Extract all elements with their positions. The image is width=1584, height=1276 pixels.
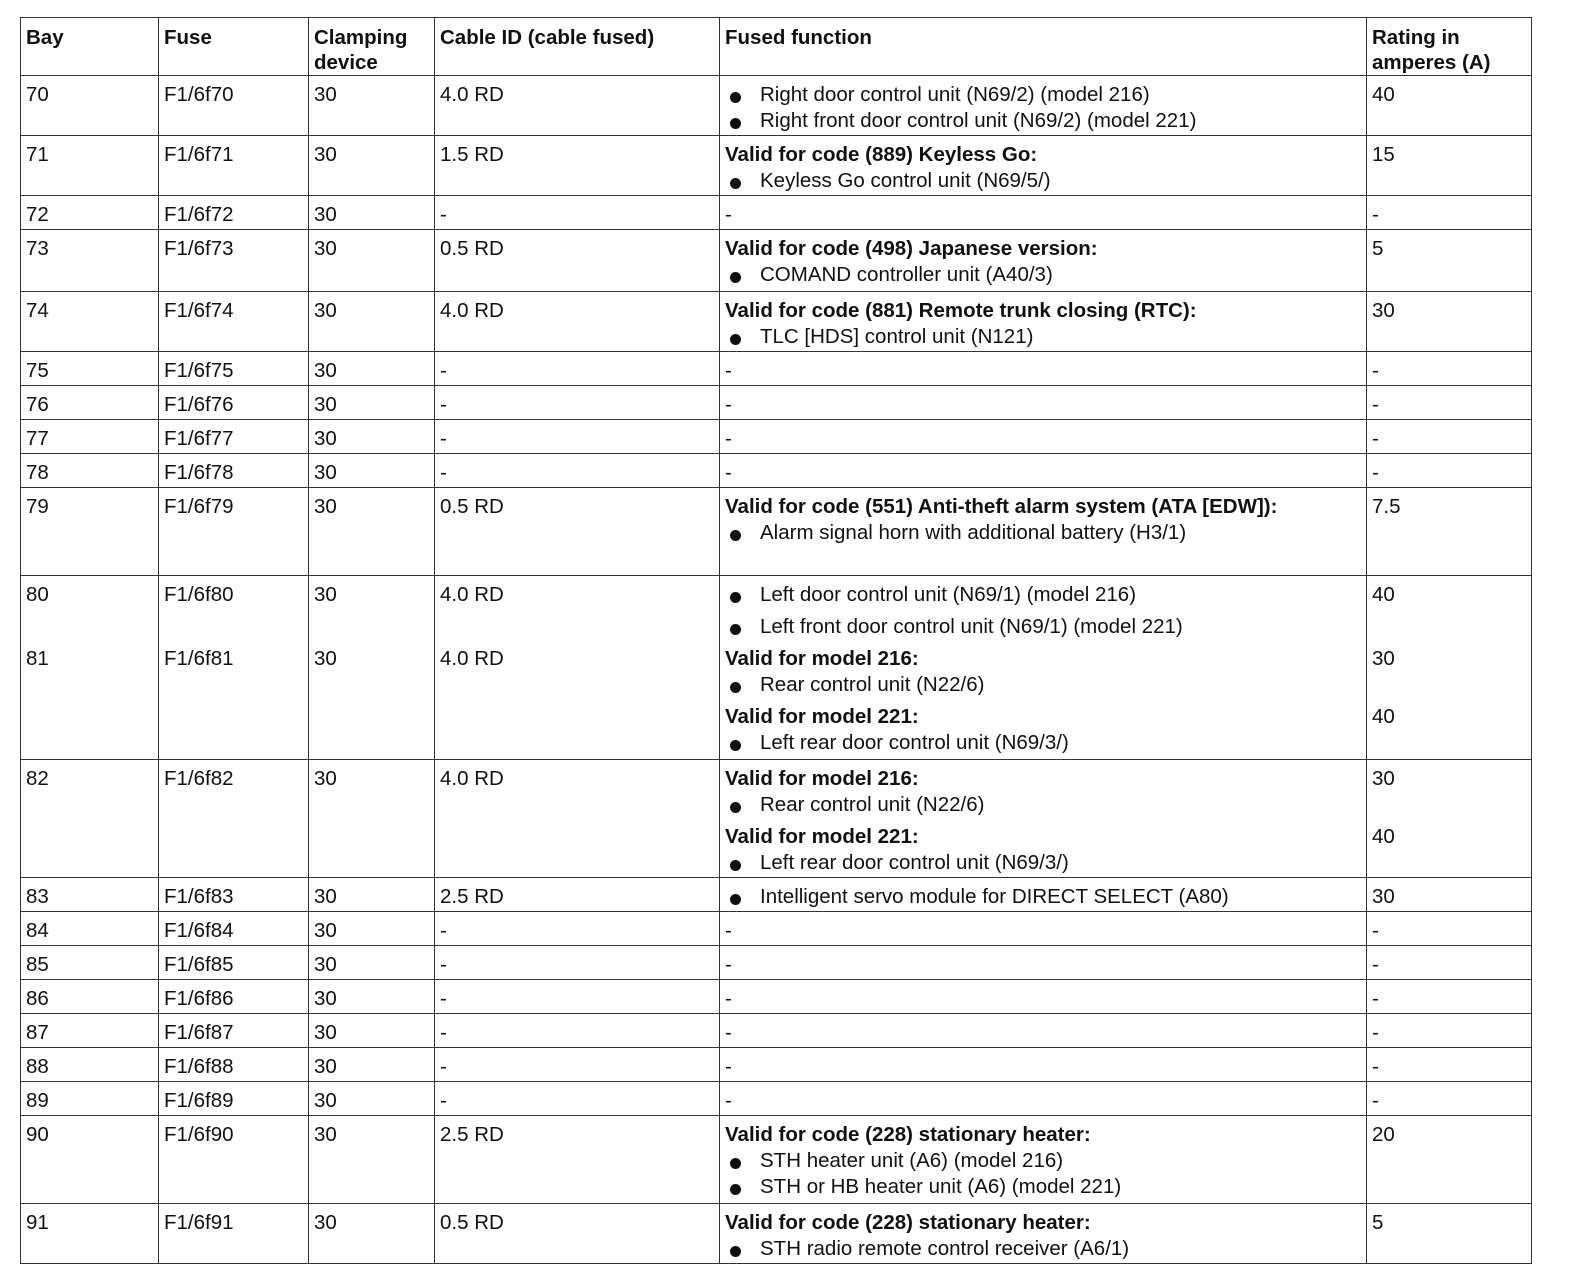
function-validity-heading: Valid for code (228) stationary heater: — [725, 1211, 1091, 1234]
cell-cable-id: 2.5 RD — [435, 878, 720, 912]
cell-cable-id: - — [435, 980, 720, 1014]
function-text: - — [725, 1055, 732, 1078]
header-clamping-device: Clamping device — [309, 18, 435, 76]
cell-cable-id: 2.5 RD — [435, 1116, 720, 1204]
cell-clamping-device: 30 — [309, 454, 435, 488]
table-row — [21, 292, 1532, 352]
table-row — [21, 912, 1532, 946]
cell-bay: 79 — [21, 488, 159, 576]
cell-rating — [1367, 230, 1532, 292]
cell-bay: 75 — [21, 352, 159, 386]
cell-fuse: F1/6f75 — [159, 352, 309, 386]
rating-value: 30 — [1372, 885, 1395, 908]
rating-value: 40 — [1372, 825, 1395, 848]
rating-value: - — [1372, 1089, 1379, 1112]
cell-fuse: F1/6f87 — [159, 1014, 309, 1048]
function-bullet-item: Intelligent servo module for DIRECT SELECT (A80) — [725, 884, 1362, 910]
cell-bay: 72 — [21, 196, 159, 230]
cell-fuse: F1/6f78 — [159, 454, 309, 488]
rating-value: - — [1372, 203, 1379, 226]
cell-bay: 78 — [21, 454, 159, 488]
cell-fused-function — [720, 488, 1367, 576]
cell-clamping-device: 30 — [309, 1116, 435, 1204]
function-bullet-item: Left rear door control unit (N69/3/) — [725, 730, 1362, 756]
rating-value — [1372, 672, 1527, 698]
cell-cable-id: 4.0 RD — [435, 760, 720, 878]
rating-value: 40 — [1372, 583, 1395, 606]
cell-bay: 86 — [21, 980, 159, 1014]
cell-clamping-device: 30 — [309, 230, 435, 292]
table-row — [21, 980, 1532, 1014]
function-validity-heading: Valid for code (228) stationary heater: — [725, 1123, 1091, 1146]
cell-cable-id: 1.5 RD — [435, 136, 720, 196]
rating-value: 40 — [1372, 705, 1395, 728]
function-text: - — [725, 987, 732, 1010]
rating-value: - — [1372, 919, 1379, 942]
header-fused-function: Fused function — [720, 18, 1367, 76]
cell-bay: 89 — [21, 1082, 159, 1116]
cell-cable-id: - — [435, 420, 720, 454]
function-text: - — [725, 1089, 732, 1112]
function-bullet-item: Right door control unit (N69/2) (model 216) — [725, 82, 1362, 108]
cell-rating — [1367, 454, 1532, 488]
cell-clamping-device: 30 — [309, 980, 435, 1014]
cell-bay: 73 — [21, 230, 159, 292]
cell-rating — [1367, 642, 1532, 760]
table-row — [21, 136, 1532, 196]
cell-cable-id: 4.0 RD — [435, 76, 720, 136]
function-bullet-item: Rear control unit (N22/6) — [725, 672, 1362, 698]
cell-fused-function — [720, 912, 1367, 946]
rating-value: 30 — [1372, 647, 1395, 670]
function-validity-heading: Valid for code (881) Remote trunk closing (RTC): — [725, 299, 1197, 322]
cell-bay: 88 — [21, 1048, 159, 1082]
function-bullet-item: Left door control unit (N69/1) (model 216) — [725, 582, 1362, 608]
cell-cable-id: - — [435, 912, 720, 946]
table-row — [21, 1116, 1532, 1204]
cell-rating — [1367, 1014, 1532, 1048]
cell-bay: 87 — [21, 1014, 159, 1048]
cell-fused-function — [720, 576, 1367, 642]
function-validity-heading: Valid for model 216: — [725, 647, 919, 670]
function-validity-heading: Valid for model 221: — [725, 705, 919, 728]
table-row — [21, 878, 1532, 912]
header-cable-id: Cable ID (cable fused) — [435, 18, 720, 76]
table-row — [21, 1014, 1532, 1048]
table-row — [21, 642, 1532, 760]
cell-fuse: F1/6f90 — [159, 1116, 309, 1204]
function-bullet-item: STH radio remote control receiver (A6/1) — [725, 1236, 1362, 1262]
rating-value: - — [1372, 359, 1379, 382]
cell-cable-id: - — [435, 352, 720, 386]
cell-clamping-device: 30 — [309, 576, 435, 642]
cell-rating — [1367, 912, 1532, 946]
table-row — [21, 488, 1532, 576]
cell-rating — [1367, 76, 1532, 136]
header-rating: Rating in amperes (A) — [1367, 18, 1532, 76]
rating-value: 15 — [1372, 143, 1395, 166]
function-bullet-item: COMAND controller unit (A40/3) — [725, 262, 1362, 288]
rating-value: - — [1372, 1055, 1379, 1078]
cell-fuse: F1/6f80 — [159, 576, 309, 642]
rating-value: 7.5 — [1372, 495, 1401, 518]
cell-fused-function — [720, 136, 1367, 196]
cell-bay: 76 — [21, 386, 159, 420]
cell-cable-id: - — [435, 196, 720, 230]
rating-value: 5 — [1372, 1211, 1384, 1234]
cell-rating — [1367, 1204, 1532, 1264]
cell-fuse: F1/6f71 — [159, 136, 309, 196]
cell-fused-function — [720, 946, 1367, 980]
cell-fused-function — [720, 230, 1367, 292]
cell-fuse: F1/6f79 — [159, 488, 309, 576]
cell-fused-function — [720, 1048, 1367, 1082]
cell-fused-function — [720, 760, 1367, 878]
function-text: - — [725, 393, 732, 416]
cell-bay: 90 — [21, 1116, 159, 1204]
cell-fuse: F1/6f81 — [159, 642, 309, 760]
function-text: - — [725, 919, 732, 942]
table-row — [21, 454, 1532, 488]
cell-fuse: F1/6f86 — [159, 980, 309, 1014]
cell-cable-id: - — [435, 454, 720, 488]
cell-fused-function — [720, 1116, 1367, 1204]
function-bullet-item: Left front door control unit (N69/1) (model 221) — [725, 614, 1362, 640]
cell-fuse: F1/6f82 — [159, 760, 309, 878]
cell-rating — [1367, 1082, 1532, 1116]
function-bullet-item: STH or HB heater unit (A6) (model 221) — [725, 1174, 1362, 1200]
function-validity-heading: Valid for model 221: — [725, 825, 919, 848]
function-validity-heading: Valid for code (498) Japanese version: — [725, 237, 1098, 260]
cell-clamping-device: 30 — [309, 196, 435, 230]
cell-clamping-device: 30 — [309, 1048, 435, 1082]
cell-rating — [1367, 576, 1532, 642]
rating-value: - — [1372, 461, 1379, 484]
rating-value: 40 — [1372, 83, 1395, 106]
table-row — [21, 1048, 1532, 1082]
cell-bay: 70 — [21, 76, 159, 136]
cell-bay: 77 — [21, 420, 159, 454]
cell-bay: 83 — [21, 878, 159, 912]
cell-fuse: F1/6f91 — [159, 1204, 309, 1264]
cell-fuse: F1/6f84 — [159, 912, 309, 946]
rating-value — [1372, 792, 1527, 818]
cell-fused-function — [720, 1082, 1367, 1116]
cell-rating — [1367, 292, 1532, 352]
table-row — [21, 230, 1532, 292]
rating-value: 20 — [1372, 1123, 1395, 1146]
function-validity-heading: Valid for code (551) Anti-theft alarm system (ATA [EDW]): — [725, 495, 1278, 518]
rating-value: - — [1372, 953, 1379, 976]
cell-fused-function — [720, 1204, 1367, 1264]
cell-clamping-device: 30 — [309, 946, 435, 980]
cell-fuse: F1/6f72 — [159, 196, 309, 230]
cell-fuse: F1/6f85 — [159, 946, 309, 980]
cell-fused-function — [720, 420, 1367, 454]
function-bullet-item: STH heater unit (A6) (model 216) — [725, 1148, 1362, 1174]
cell-cable-id: 4.0 RD — [435, 576, 720, 642]
cell-fuse: F1/6f88 — [159, 1048, 309, 1082]
cell-fused-function — [720, 196, 1367, 230]
cell-fuse: F1/6f76 — [159, 386, 309, 420]
cell-clamping-device: 30 — [309, 1082, 435, 1116]
fuse-assignment-table — [20, 17, 1532, 1264]
cell-bay: 74 — [21, 292, 159, 352]
cell-rating — [1367, 386, 1532, 420]
cell-rating — [1367, 878, 1532, 912]
function-bullet-item: TLC [HDS] control unit (N121) — [725, 324, 1362, 350]
cell-rating — [1367, 488, 1532, 576]
table-body — [21, 76, 1532, 1264]
cell-clamping-device: 30 — [309, 1014, 435, 1048]
function-bullet-item: Right front door control unit (N69/2) (model 221) — [725, 108, 1362, 134]
cell-cable-id: - — [435, 946, 720, 980]
function-text: - — [725, 461, 732, 484]
function-bullet-item: Alarm signal horn with additional battery (H3/1) — [725, 520, 1362, 546]
cell-clamping-device: 30 — [309, 912, 435, 946]
cell-cable-id: - — [435, 1014, 720, 1048]
cell-bay: 84 — [21, 912, 159, 946]
rating-value: - — [1372, 393, 1379, 416]
cell-fused-function — [720, 878, 1367, 912]
function-text: - — [725, 1021, 732, 1044]
cell-fuse: F1/6f70 — [159, 76, 309, 136]
cell-clamping-device: 30 — [309, 352, 435, 386]
cell-bay: 71 — [21, 136, 159, 196]
table-row — [21, 946, 1532, 980]
table-header-row — [21, 18, 1532, 76]
cell-clamping-device: 30 — [309, 642, 435, 760]
cell-rating — [1367, 760, 1532, 878]
cell-cable-id: 4.0 RD — [435, 292, 720, 352]
table-row — [21, 386, 1532, 420]
table-row — [21, 576, 1532, 642]
table-row — [21, 352, 1532, 386]
cell-fused-function — [720, 386, 1367, 420]
cell-clamping-device: 30 — [309, 76, 435, 136]
cell-cable-id: - — [435, 1048, 720, 1082]
cell-rating — [1367, 196, 1532, 230]
cell-bay: 80 — [21, 576, 159, 642]
cell-fused-function — [720, 352, 1367, 386]
rating-value: 5 — [1372, 237, 1384, 260]
cell-clamping-device: 30 — [309, 386, 435, 420]
cell-fused-function — [720, 292, 1367, 352]
rating-value: - — [1372, 1021, 1379, 1044]
cell-clamping-device: 30 — [309, 760, 435, 878]
cell-cable-id: - — [435, 1082, 720, 1116]
cell-rating — [1367, 136, 1532, 196]
cell-clamping-device: 30 — [309, 292, 435, 352]
cell-bay: 81 — [21, 642, 159, 760]
cell-rating — [1367, 1116, 1532, 1204]
cell-fuse: F1/6f83 — [159, 878, 309, 912]
cell-clamping-device: 30 — [309, 420, 435, 454]
table-row — [21, 76, 1532, 136]
cell-fused-function — [720, 454, 1367, 488]
table-row — [21, 420, 1532, 454]
cell-clamping-device: 30 — [309, 1204, 435, 1264]
cell-fuse: F1/6f89 — [159, 1082, 309, 1116]
function-validity-heading: Valid for model 216: — [725, 767, 919, 790]
cell-cable-id: 0.5 RD — [435, 230, 720, 292]
function-text: - — [725, 427, 732, 450]
cell-cable-id: 4.0 RD — [435, 642, 720, 760]
cell-clamping-device: 30 — [309, 878, 435, 912]
rating-value: 30 — [1372, 767, 1395, 790]
rating-value: - — [1372, 427, 1379, 450]
rating-value: - — [1372, 987, 1379, 1010]
cell-cable-id: - — [435, 386, 720, 420]
function-validity-heading: Valid for code (889) Keyless Go: — [725, 143, 1038, 166]
cell-fuse: F1/6f77 — [159, 420, 309, 454]
cell-fused-function — [720, 1014, 1367, 1048]
cell-bay: 82 — [21, 760, 159, 878]
function-bullet-item: Keyless Go control unit (N69/5/) — [725, 168, 1362, 194]
table-row — [21, 1082, 1532, 1116]
cell-rating — [1367, 1048, 1532, 1082]
function-bullet-item: Rear control unit (N22/6) — [725, 792, 1362, 818]
cell-rating — [1367, 420, 1532, 454]
cell-clamping-device: 30 — [309, 136, 435, 196]
header-bay: Bay — [21, 18, 159, 76]
cell-fused-function — [720, 980, 1367, 1014]
table-row — [21, 1204, 1532, 1264]
table-row — [21, 760, 1532, 878]
cell-fuse: F1/6f74 — [159, 292, 309, 352]
cell-rating — [1367, 946, 1532, 980]
cell-fused-function — [720, 642, 1367, 760]
cell-clamping-device: 30 — [309, 488, 435, 576]
function-bullet-item: Left rear door control unit (N69/3/) — [725, 850, 1362, 876]
header-fuse: Fuse — [159, 18, 309, 76]
function-text: - — [725, 359, 732, 382]
cell-fused-function — [720, 76, 1367, 136]
rating-value: 30 — [1372, 299, 1395, 322]
cell-cable-id: 0.5 RD — [435, 488, 720, 576]
cell-cable-id: 0.5 RD — [435, 1204, 720, 1264]
table-row — [21, 196, 1532, 230]
cell-bay: 85 — [21, 946, 159, 980]
cell-fuse: F1/6f73 — [159, 230, 309, 292]
cell-rating — [1367, 352, 1532, 386]
cell-rating — [1367, 980, 1532, 1014]
function-text: - — [725, 203, 732, 226]
cell-bay: 91 — [21, 1204, 159, 1264]
function-text: - — [725, 953, 732, 976]
